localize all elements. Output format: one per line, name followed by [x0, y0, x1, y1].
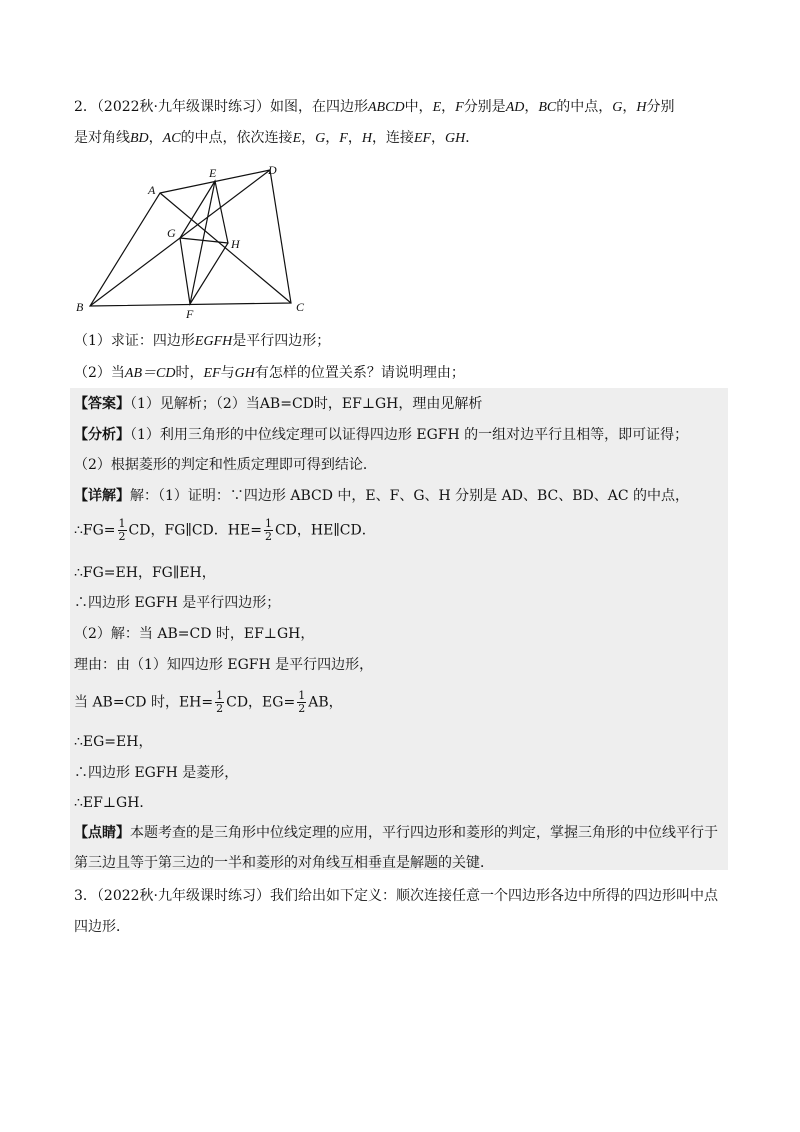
detail-line-5: （2）解：当 AB=CD 时，EF⊥GH，: [74, 626, 315, 642]
label-g: G: [167, 226, 176, 240]
sub-question-2: （2）当AB＝CD时，EF与GH有怎样的位置关系？请说明理由；: [74, 365, 465, 381]
detail-line-10: ∴EF⊥GH．: [74, 795, 154, 811]
analysis-tag: 【分析】: [74, 427, 130, 443]
detail-line-4: ∴四边形 EGFH 是平行四边形；: [74, 595, 281, 611]
question-2-line-1: 2．（2022秋·九年级课时练习）如图，在四边形ABCD中，E，F分别是AD，BC的中点，G，H分别: [74, 99, 675, 115]
label-d: D: [268, 163, 277, 177]
question-3-line-2: 四边形．: [74, 919, 130, 935]
segment-ef: [190, 181, 215, 304]
detail-line-3: ∴FG=EH，FG∥EH，: [74, 565, 216, 581]
detail-line-1: 【详解】解：（1）证明：∵四边形 ABCD 中，E、F、G、H 分别是 AD、BC、BD、AC 的中点，: [74, 488, 690, 504]
detail-line-2: ∴FG= $\frac{1}{2}$ CD，FG∥CD．HE= $\frac{1}{2}$ CD，HE∥CD．: [74, 517, 376, 543]
quadrilateral-diagram: [70, 160, 320, 320]
fraction-one-half: $\frac{1}{2}$: [118, 517, 126, 543]
label-b: B: [76, 300, 84, 314]
sub-question-1: （1）求证：四边形EGFH是平行四边形；: [74, 333, 331, 349]
comment-line-2: 第三边且等于第三边的一半和菱形的对角线互相垂直是解题的关键．: [74, 855, 494, 871]
answer-tag: 【答案】: [74, 396, 130, 412]
answer-line: 【答案】（1）见解析；（2）当AB=CD时，EF⊥GH，理由见解析: [74, 396, 483, 412]
fraction-one-half: $\frac{1}{2}$: [264, 517, 272, 543]
analysis-line-2: （2）根据菱形的判定和性质定理即可得到结论．: [74, 457, 377, 473]
question-3-line-1: 3．（2022秋·九年级课时练习）我们给出如下定义：顺次连接任意一个四边形各边中所得的四边形叫中点: [74, 888, 718, 904]
label-a: A: [148, 183, 156, 197]
fraction-one-half: $\frac{1}{2}$: [216, 689, 224, 715]
quadrilateral-abcd: [90, 170, 291, 306]
fraction-one-half: $\frac{1}{2}$: [298, 689, 306, 715]
comment-line-1: 【点睛】本题考查的是三角形中位线定理的应用，平行四边形和菱形的判定，掌握三角形的中位线平行于: [74, 825, 718, 841]
detail-line-7: 当 AB=CD 时，EH= $\frac{1}{2}$ CD，EG= $\frac{1}{2}$ AB，: [74, 689, 343, 715]
label-f: F: [186, 307, 194, 320]
question-2-line-2: 是对角线BD，AC的中点，依次连接E，G，F，H，连接EF，GH．: [74, 130, 480, 146]
label-e: E: [209, 166, 217, 180]
label-h: H: [231, 237, 240, 251]
detail-tag: 【详解】: [74, 488, 130, 504]
detail-line-8: ∴EG=EH，: [74, 734, 153, 750]
label-c: C: [296, 300, 305, 314]
comment-tag: 【点睛】: [74, 825, 130, 841]
segment-gh: [180, 238, 228, 243]
analysis-line-1: 【分析】（1）利用三角形的中位线定理可以证得四边形 EGFH 的一组对边平行且相等，即可证得；: [74, 427, 689, 443]
detail-line-9: ∴四边形 EGFH 是菱形，: [74, 765, 239, 781]
detail-line-6: 理由：由（1）知四边形 EGFH 是平行四边形，: [74, 657, 374, 673]
